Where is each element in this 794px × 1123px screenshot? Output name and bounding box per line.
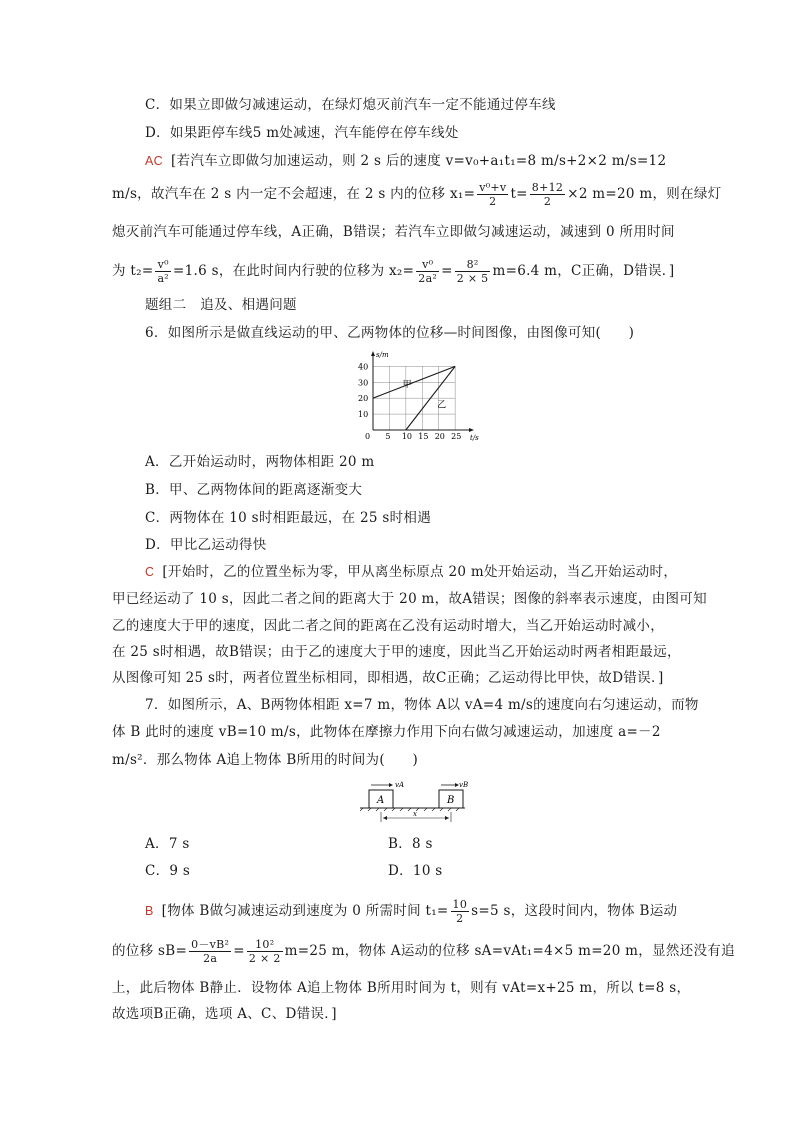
q7-solution-text-2b: = bbox=[233, 943, 245, 959]
x-tick-label-2: 10 bbox=[401, 432, 413, 441]
velocity-a-label: vA bbox=[395, 781, 405, 789]
q5-fraction-5 bbox=[455, 258, 491, 285]
q5-solution-text-4d: m=6.4 m，C正确，D错误．] bbox=[492, 263, 675, 279]
y-axis-label: s/m bbox=[376, 351, 389, 359]
q7-solution-line-3: 上，此后物体 B静止．设物体 A追上物体 B所用时间为 t，则有 vAt=x+25 m，所以 t=8 s， bbox=[112, 980, 691, 996]
x-tick-label-4: 20 bbox=[434, 432, 445, 441]
block-b-label: B bbox=[447, 795, 455, 806]
x-tick-label-1: 5 bbox=[385, 432, 391, 441]
q5-fraction-2 bbox=[530, 181, 565, 208]
q7-fraction-3-den: 2 × 2 bbox=[248, 952, 281, 965]
x-axis-arrowhead bbox=[469, 428, 474, 432]
q7-solution-line-1 bbox=[145, 898, 715, 925]
q6-option-a: A．乙开始运动时，两物体相距 20 m bbox=[145, 454, 375, 470]
q7-diagram-svg bbox=[355, 778, 470, 828]
q6-option-d: D．甲比乙运动得快 bbox=[145, 537, 267, 553]
q7-fraction-3-num: 10² bbox=[247, 938, 283, 952]
x-axis-label: t/s bbox=[470, 434, 479, 442]
x-tick-label-3: 15 bbox=[418, 432, 429, 441]
q6-solution-text-1: [开始时，乙的位置坐标为零，甲从离坐标原点 20 m处开始运动，当乙开始运动时， bbox=[162, 564, 678, 580]
q5-fraction-4-den: 2a² bbox=[418, 272, 438, 285]
q7-fraction-1 bbox=[451, 898, 470, 925]
q5-fraction-1 bbox=[477, 181, 508, 208]
q7-solution-text-1a: [物体 B做匀减速运动到速度为 0 所需时间 t₁= bbox=[161, 903, 449, 919]
q5-solution-line-3: 熄灭前汽车可能通过停车线，A正确，B错误；若汽车立即做匀减速运动，减速到 0 所用时间 bbox=[112, 224, 675, 240]
q5-option-d: D．如果距停车线5 m处减速，汽车能停在停车线处 bbox=[145, 125, 459, 141]
y-tick-label-3: 40 bbox=[358, 362, 369, 372]
y-tick-label-1: 20 bbox=[358, 394, 369, 404]
velocity-a-arrowhead bbox=[389, 783, 393, 787]
q5-solution-line-2 bbox=[112, 181, 722, 208]
q5-option-c: C．如果立即做匀减速运动，在绿灯熄灭前汽车一定不能通过停车线 bbox=[145, 97, 556, 113]
q6-position-time-graph bbox=[345, 348, 480, 447]
group-title: 题组二 追及、相遇问题 bbox=[145, 297, 297, 313]
q7-option-b: B．8 s bbox=[388, 836, 433, 852]
q5-solution-text-2b: t= bbox=[510, 186, 528, 202]
q6-option-b: B．甲、乙两物体间的距离逐渐变大 bbox=[145, 482, 363, 498]
series-label-1: 乙 bbox=[437, 400, 447, 411]
distance-arrowhead-right bbox=[445, 816, 449, 820]
q7-option-c: C．9 s bbox=[145, 863, 191, 879]
y-tick-label-0: 10 bbox=[358, 410, 369, 420]
q5-solution-text-2c: ×2 m=20 m，则在绿灯 bbox=[567, 186, 722, 202]
q5-fraction-5-num: 8² bbox=[455, 258, 491, 272]
q6-stem: 6．如图所示是做直线运动的甲、乙两物体的位移—时间图像，由图像可知( ) bbox=[145, 325, 635, 341]
q5-solution-text-2a: m/s，故汽车在 2 s 内一定不会超速，在 2 s 内的位移 x₁= bbox=[112, 186, 476, 202]
q7-fraction-1-num: 10 bbox=[452, 898, 468, 911]
q5-solution-text-4a: 为 t₂= bbox=[112, 263, 154, 279]
q5-fraction-4 bbox=[416, 258, 439, 285]
q6-solution-line-3: 乙的速度大于甲的速度，因此二者之间的距离在乙没有运动时增大，当乙开始运动时减小， bbox=[112, 618, 664, 634]
x-tick-label-0: 0 bbox=[365, 432, 371, 441]
q5-fraction-3-num: v⁰ bbox=[155, 258, 171, 272]
q7-stem-line-2: 体 B 此时的速度 vB=10 m/s，此物体在摩擦力作用下向右做匀减速运动，加速度 a=－2 bbox=[112, 724, 661, 740]
q7-stem-line-1: 7．如图所示，A、B两物体相距 x=7 m，物体 A以 vA=4 m/s的速度向右匀速运动，而物 bbox=[145, 697, 699, 713]
distance-label: x bbox=[413, 810, 417, 818]
q5-solution-text-4b: =1.6 s，在此时间内行驶的位移为 x₂= bbox=[173, 263, 415, 279]
q5-fraction-2-den: 2 bbox=[543, 195, 552, 208]
q5-fraction-3 bbox=[155, 258, 171, 285]
q5-solution-text-1: [若汽车立即做匀加速运动，则 2 s 后的速度 v=v₀+a₁t₁=8 m/s+2×2 m/s=12 bbox=[170, 153, 667, 169]
q5-fraction-3-den: a² bbox=[157, 272, 170, 285]
q5-fraction-1-num: v⁰+v bbox=[479, 181, 507, 194]
distance-arrowhead-left bbox=[383, 816, 387, 820]
q7-solution-text-2a: 的位移 sB= bbox=[112, 943, 188, 959]
q7-blocks-diagram bbox=[355, 778, 470, 832]
q7-option-d: D．10 s bbox=[388, 863, 443, 879]
q7-solution-line-2 bbox=[112, 938, 735, 965]
q5-fraction-2-num: 8+12 bbox=[531, 181, 564, 194]
y-tick-label-2: 30 bbox=[358, 378, 369, 388]
q7-answer-letter: B bbox=[145, 904, 154, 918]
q6-option-c: C．两物体在 10 s时相距最远，在 25 s时相遇 bbox=[145, 510, 432, 526]
q5-answer-letter: AC bbox=[145, 154, 163, 168]
q6-solution-line-4: 在 25 s时相遇，故B错误；由于乙的速度大于甲的速度，因此当乙开始运动时两者相距最远， bbox=[112, 644, 681, 660]
q5-fraction-1-den: 2 bbox=[489, 195, 497, 208]
q7-solution-line-4: 故选项B正确，选项 A、C、D错误．] bbox=[112, 1006, 337, 1022]
q7-fraction-3 bbox=[247, 938, 283, 965]
q5-solution-line-4 bbox=[112, 258, 682, 285]
q6-answer-letter: C bbox=[145, 565, 155, 579]
q7-stem-line-3: m/s²．那么物体 A追上物体 B所用的时间为( ) bbox=[112, 752, 419, 768]
q7-option-a: A．7 s bbox=[145, 836, 190, 852]
q7-solution-text-2c: m=25 m，物体 A运动的位移 sA=vAt₁=4×5 m=20 m，显然还没有追 bbox=[284, 943, 735, 959]
q7-fraction-2-num: 0－vB² bbox=[191, 938, 230, 951]
velocity-b-label: vB bbox=[459, 781, 469, 789]
x-tick-label-5: 25 bbox=[451, 432, 462, 441]
q6-solution-line-2: 甲已经运动了 10 s，因此二者之间的距离大于 20 m，故A错误；图像的斜率表示速度，由图可知 bbox=[112, 591, 707, 607]
q6-chart-svg bbox=[345, 348, 480, 443]
q7-fraction-2-den: 2a bbox=[203, 952, 218, 965]
block-a-label: A bbox=[377, 795, 385, 806]
q7-fraction-2 bbox=[189, 938, 231, 965]
q6-solution-line-5: 从图像可知 25 s时，两者位置坐标相同，即相遇，故C正确；乙运动得比甲快，故D错误．] bbox=[112, 670, 664, 686]
q7-solution-text-1b: s=5 s，这段时间内，物体 B运动 bbox=[471, 903, 678, 919]
y-axis-arrowhead bbox=[371, 351, 375, 356]
q5-fraction-4-num: v⁰ bbox=[416, 258, 439, 272]
q6-solution-line-1 bbox=[145, 562, 715, 582]
series-label-0: 甲 bbox=[402, 380, 412, 391]
q5-fraction-5-den: 2 × 5 bbox=[456, 272, 489, 285]
q5-solution-text-4c: = bbox=[441, 263, 453, 279]
q5-solution-line-1 bbox=[145, 151, 715, 171]
q7-fraction-1-den: 2 bbox=[456, 912, 464, 925]
